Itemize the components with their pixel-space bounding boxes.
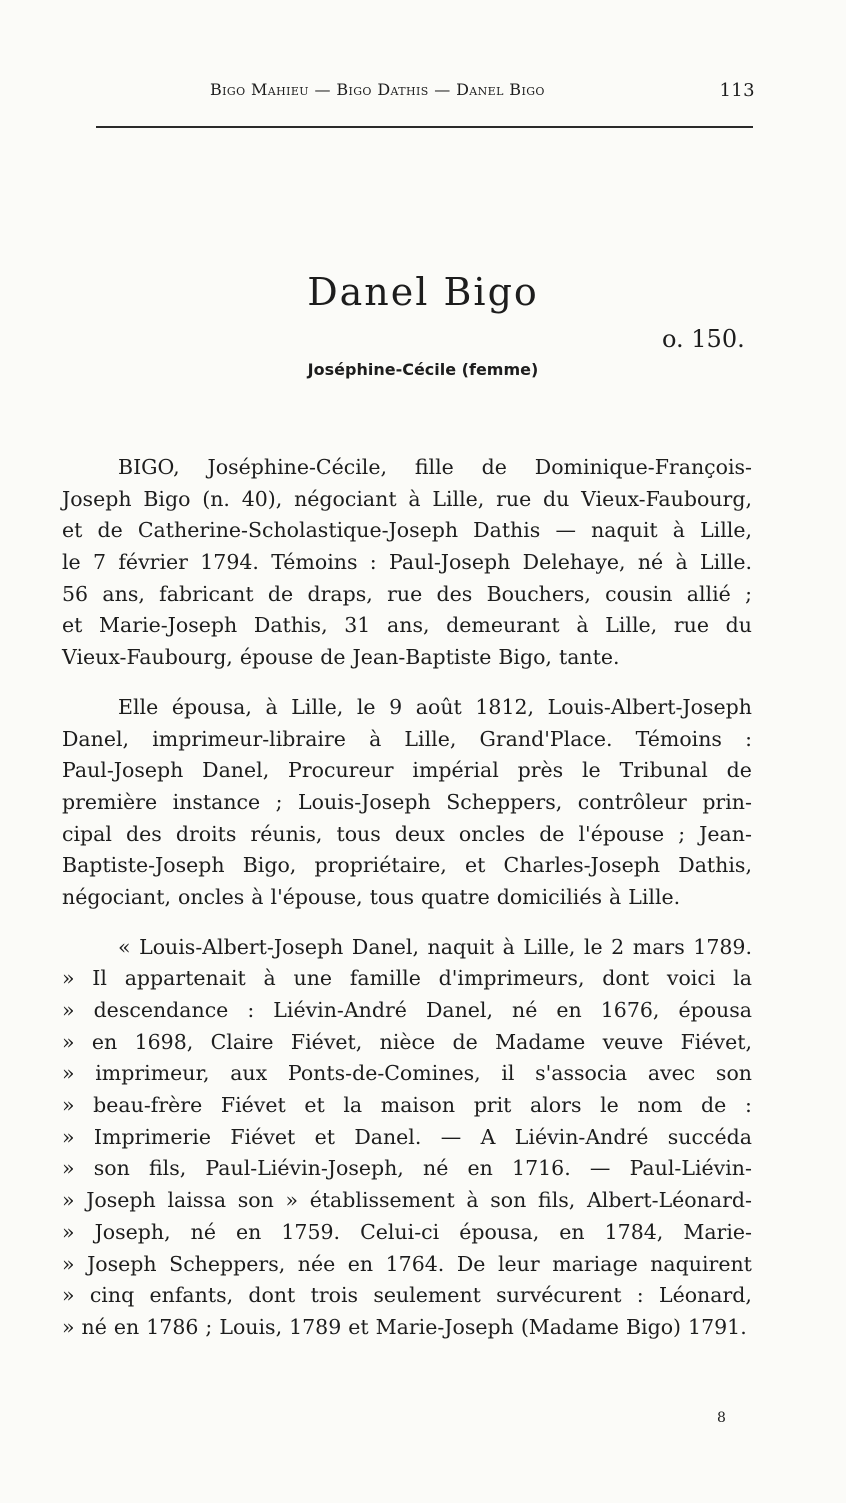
text-line: » imprimeur, aux Ponts-de-Comines, il s'associa avec son bbox=[62, 1061, 752, 1086]
text-line: négociant, oncles à l'épouse, tous quatre domiciliés à Lille. bbox=[62, 884, 681, 909]
text-line: » beau-frère Fiévet et la maison prit alors le nom de : bbox=[62, 1093, 752, 1118]
text-line: » cinq enfants, dont trois seulement survécurent : Léonard, bbox=[62, 1283, 752, 1308]
text-line: » Joseph Scheppers, née en 1764. De leur mariage naquirent bbox=[62, 1251, 752, 1276]
text-line: » Joseph laissa son » établissement à son fils, Albert-Léonard- bbox=[62, 1188, 752, 1213]
text-line: » descendance : Liévin-André Danel, né en 1676, épousa bbox=[62, 998, 752, 1022]
page-number: 113 bbox=[719, 80, 755, 101]
text-line: le 7 février 1794. Témoins : Paul-Joseph Delehaye, né à Lille. bbox=[62, 550, 752, 575]
text-line: Elle épousa, à Lille, le 9 août 1812, Louis-Albert-Joseph bbox=[118, 694, 752, 719]
text-line: Vieux-Faubourg, épouse de Jean-Baptiste Bigo, tante. bbox=[62, 645, 620, 670]
text-line: BIGO, Joséphine-Cécile, fille de Dominique-François- bbox=[118, 455, 752, 479]
text-line: « Louis-Albert-Joseph Danel, naquit à Lille, le 2 mars 1789. bbox=[118, 934, 752, 959]
text-line: » en 1698, Claire Fiévet, nièce de Madame veuve Fiévet, bbox=[62, 1029, 752, 1054]
header-rule bbox=[96, 126, 753, 128]
text-line: Baptiste-Joseph Bigo, propriétaire, et Charles-Joseph Dathis, bbox=[62, 853, 752, 878]
text-line: et de Catherine-Scholastique-Joseph Dathis — naquit à Lille, bbox=[62, 518, 752, 543]
signature-mark: 8 bbox=[717, 1410, 726, 1426]
running-title: Bigo Mahieu — Bigo Dathis — Danel Bigo bbox=[210, 80, 545, 99]
body-text bbox=[62, 452, 752, 1344]
entry-subtitle: Joséphine-Cécile (femme) bbox=[307, 360, 539, 379]
text-line: Joseph Bigo (n. 40), négociant à Lille, rue du Vieux-Faubourg, bbox=[62, 486, 752, 511]
running-header bbox=[210, 80, 755, 104]
text-line: » Il appartenait à une famille d'imprimeurs, dont voici la bbox=[62, 966, 752, 991]
text-line: 56 ans, fabricant de draps, rue des Bouchers, cousin allié ; bbox=[62, 581, 752, 606]
paragraph-gap bbox=[62, 914, 752, 932]
text-line: première instance ; Louis-Joseph Scheppers, contrôleur prin- bbox=[62, 789, 752, 814]
text-line: » Imprimerie Fiévet et Danel. — A Liévin-André succéda bbox=[62, 1124, 752, 1149]
text-line: et Marie-Joseph Dathis, 31 ans, demeurant à Lille, rue du bbox=[62, 613, 752, 638]
entry-title: Danel Bigo bbox=[307, 270, 539, 314]
text-line: cipal des droits réunis, tous deux oncles de l'épouse ; Jean- bbox=[62, 821, 752, 846]
entry-number: o. 150. bbox=[662, 325, 745, 353]
paragraph-gap bbox=[62, 674, 752, 692]
text-line: » né en 1786 ; Louis, 1789 et Marie-Joseph (Madame Bigo) 1791. bbox=[62, 1314, 747, 1339]
text-line: » Joseph, né en 1759. Celui-ci épousa, en 1784, Marie- bbox=[62, 1219, 752, 1244]
text-line: » son fils, Paul-Liévin-Joseph, né en 1716. — Paul-Liévin- bbox=[62, 1156, 752, 1181]
text-line: Danel, imprimeur-libraire à Lille, Grand'Place. Témoins : bbox=[62, 726, 752, 751]
text-line: Paul-Joseph Danel, Procureur impérial près le Tribunal de bbox=[62, 758, 752, 783]
